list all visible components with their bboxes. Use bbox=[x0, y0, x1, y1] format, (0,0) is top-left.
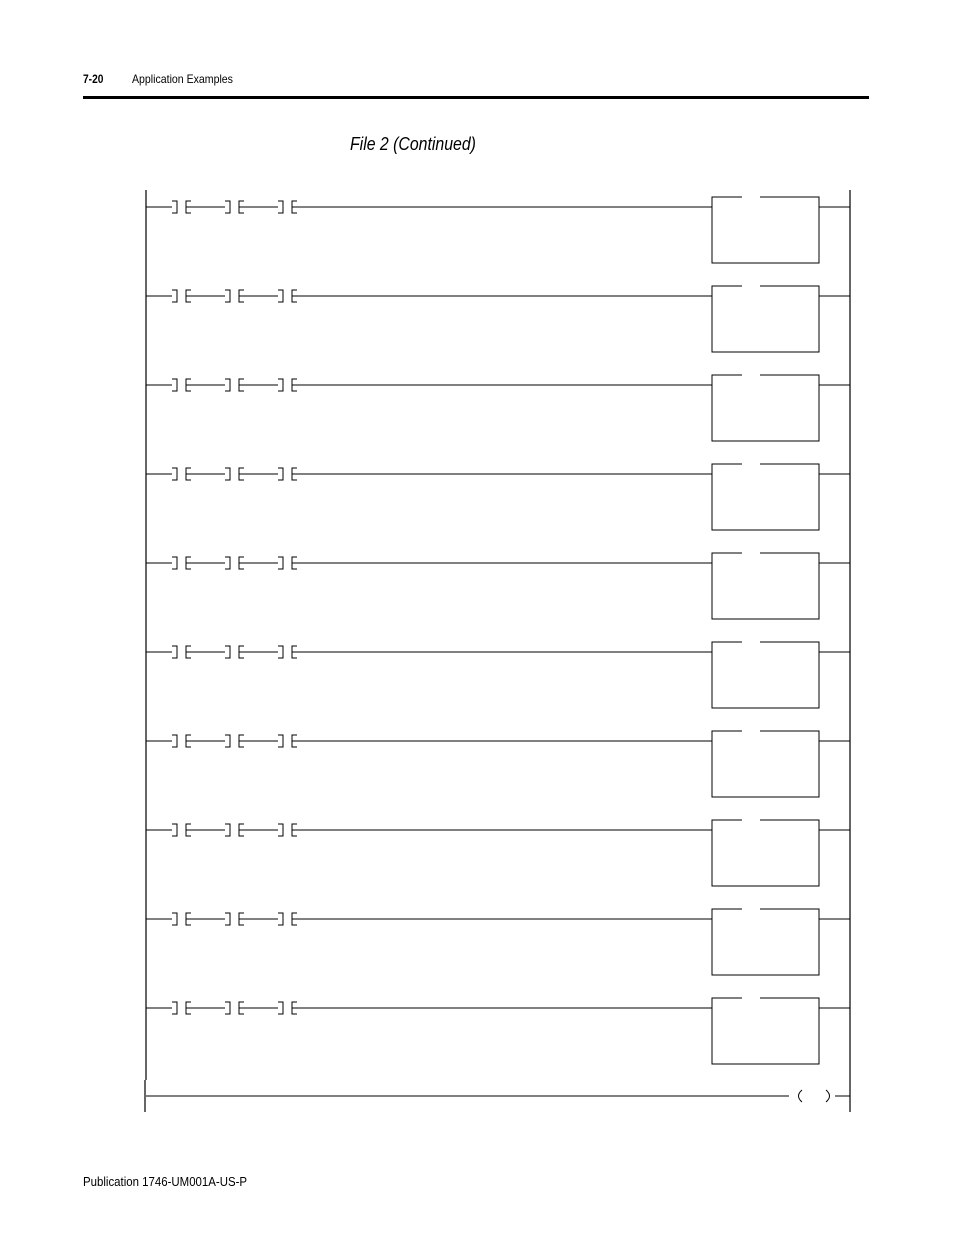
ladder-rung bbox=[146, 909, 850, 975]
coil-left-arc bbox=[799, 1090, 803, 1102]
output-instruction-box bbox=[712, 909, 819, 975]
coil-right-arc bbox=[826, 1090, 830, 1102]
ladder-rung bbox=[146, 286, 850, 352]
output-instruction-box bbox=[712, 375, 819, 441]
contact-left-bracket bbox=[278, 913, 283, 925]
contact-left-bracket bbox=[172, 1002, 177, 1014]
contact-left-bracket bbox=[225, 290, 230, 302]
ladder-rung bbox=[146, 197, 850, 263]
contact-left-bracket bbox=[278, 379, 283, 391]
contact-left-bracket bbox=[225, 201, 230, 213]
contact-left-bracket bbox=[225, 913, 230, 925]
contact-left-bracket bbox=[278, 201, 283, 213]
page-number: 7-20 bbox=[83, 72, 104, 86]
contact-left-bracket bbox=[172, 646, 177, 658]
contact-left-bracket bbox=[172, 468, 177, 480]
contact-left-bracket bbox=[172, 913, 177, 925]
ladder-rung bbox=[146, 820, 850, 886]
ladder-rung bbox=[146, 375, 850, 441]
contact-left-bracket bbox=[278, 735, 283, 747]
contact-left-bracket bbox=[225, 824, 230, 836]
figure-caption: File 2 (Continued) bbox=[350, 134, 476, 154]
output-instruction-box bbox=[712, 642, 819, 708]
contact-left-bracket bbox=[172, 290, 177, 302]
contact-left-bracket bbox=[172, 824, 177, 836]
ladder-rung bbox=[146, 998, 850, 1064]
end-rung bbox=[146, 1090, 850, 1102]
ladder-rung bbox=[146, 553, 850, 619]
contact-left-bracket bbox=[278, 646, 283, 658]
contact-left-bracket bbox=[172, 557, 177, 569]
output-instruction-box bbox=[712, 998, 819, 1064]
contact-left-bracket bbox=[225, 468, 230, 480]
contact-left-bracket bbox=[225, 379, 230, 391]
output-instruction-box bbox=[712, 464, 819, 530]
contact-left-bracket bbox=[278, 557, 283, 569]
section-title: Application Examples bbox=[132, 72, 233, 86]
contact-left-bracket bbox=[225, 1002, 230, 1014]
contact-left-bracket bbox=[172, 735, 177, 747]
publication-footer: Publication 1746-UM001A-US-P bbox=[83, 1174, 248, 1189]
output-instruction-box bbox=[712, 197, 819, 263]
contact-left-bracket bbox=[225, 646, 230, 658]
ladder-rung bbox=[146, 642, 850, 708]
ladder-rungs bbox=[146, 197, 850, 1102]
contact-left-bracket bbox=[225, 735, 230, 747]
ladder-rung bbox=[146, 464, 850, 530]
output-instruction-box bbox=[712, 286, 819, 352]
contact-left-bracket bbox=[278, 468, 283, 480]
contact-left-bracket bbox=[172, 201, 177, 213]
output-instruction-box bbox=[712, 820, 819, 886]
contact-left-bracket bbox=[172, 379, 177, 391]
output-instruction-box bbox=[712, 731, 819, 797]
contact-left-bracket bbox=[225, 557, 230, 569]
ladder-rails bbox=[145, 190, 850, 1112]
output-instruction-box bbox=[712, 553, 819, 619]
contact-left-bracket bbox=[278, 1002, 283, 1014]
ladder-rung bbox=[146, 731, 850, 797]
contact-left-bracket bbox=[278, 824, 283, 836]
contact-left-bracket bbox=[278, 290, 283, 302]
